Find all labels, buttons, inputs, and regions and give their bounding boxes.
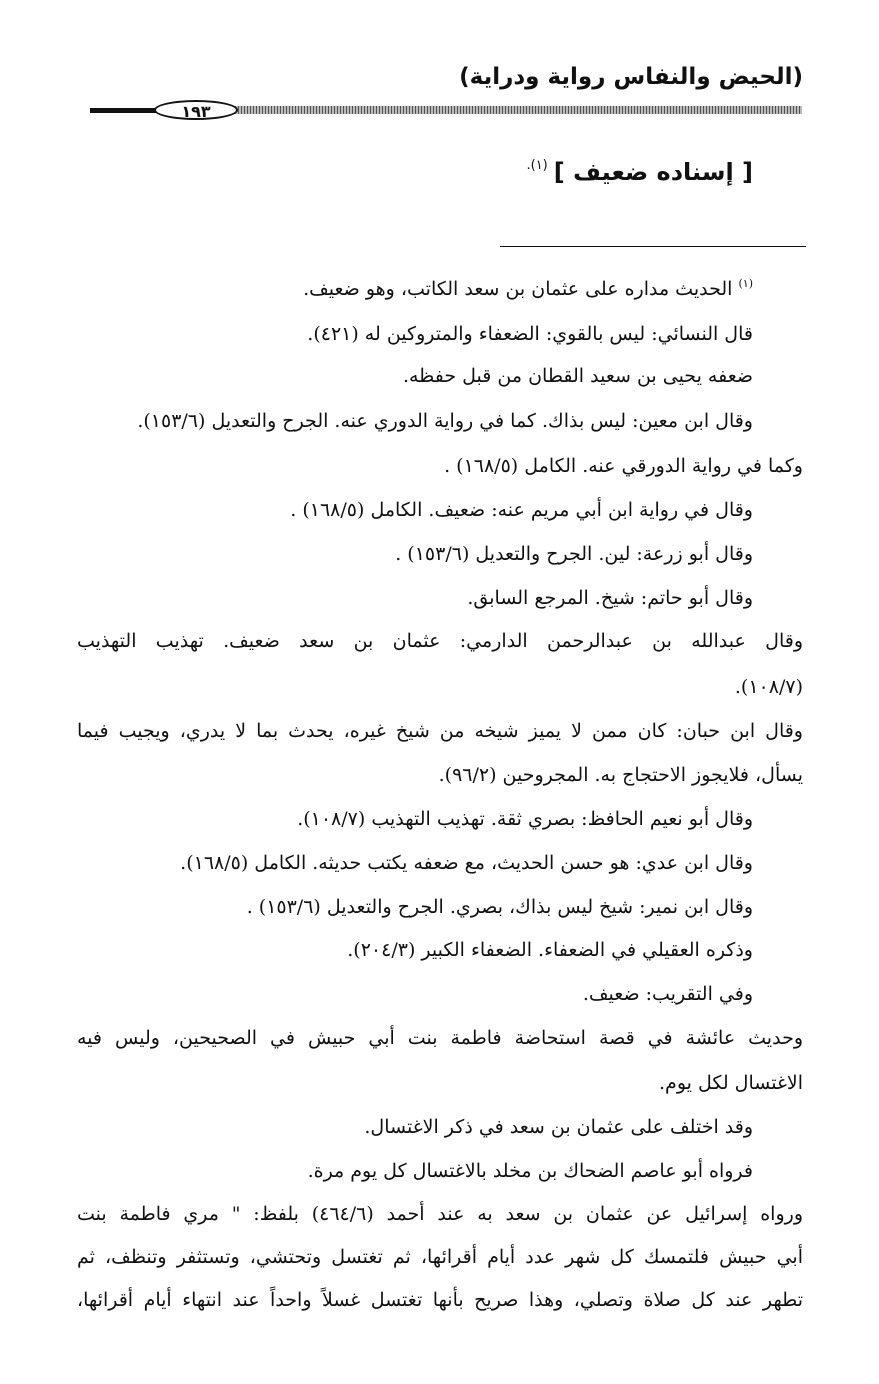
header-rule-bar <box>90 108 162 113</box>
page-number: ١٩٣ <box>154 100 238 120</box>
footnote-line: وقال ابن عدي: هو حسن الحديث، مع ضعفه يكتب حديثه. الكامل (١٦٨/٥). <box>180 852 753 874</box>
header-rule-pattern <box>232 106 802 114</box>
footnote-line: وقال أبو نعيم الحافظ: بصري ثقة. تهذيب التهذيب (١٠٨/٧). <box>297 808 753 830</box>
footnote-line: وقال أبو زرعة: لين. الجرح والتعديل (١٥٣/٦) . <box>395 543 753 565</box>
footnote-line: تطهر عند كل صلاة وتصلي، وهذا صريح بأنها تغتسل غسلاً واحداً عند انتهاء أيام أقرائها، <box>77 1289 803 1311</box>
header-rule <box>90 100 802 120</box>
footnote-line: وذكره العقيلي في الضعفاء. الضعفاء الكبير (٢٠٤/٣). <box>347 939 753 961</box>
footnote-line: يسأل، فلايجوز الاحتجاج به. المجروحين (٩٦/٢). <box>438 764 803 786</box>
footnote-line: وقال عبدالله بن عبدالرحمن الدارمي: عثمان بن سعد ضعيف. تهذيب التهذيب <box>77 630 803 652</box>
footnote-line: فرواه أبو عاصم الضحاك بن مخلد بالاغتسال كل يوم مرة. <box>307 1160 753 1182</box>
footnote-line: وقد اختلف على عثمان بن سعد في ذكر الاغتسال. <box>364 1116 753 1138</box>
isnad-heading-text: [ إسناده ضعيف ] <box>553 158 753 186</box>
footnote-line: وقال ابن نمير: شيخ ليس بذاك، بصري. الجرح والتعديل (١٥٣/٦) . <box>246 896 753 918</box>
footnote-text: الحديث مداره على عثمان بن سعد الكاتب، وهو ضعيف. <box>303 278 733 300</box>
footnote-line: وكما في رواية الدورقي عنه. الكامل (١٦٨/٥) . <box>444 455 803 477</box>
footnote-line: (١٠٨/٧). <box>734 676 803 698</box>
footnote-line: ورواه إسرائيل عن عثمان بن سعد به عند أحمد (٤٦٤/٦) بلفظ: " مري فاطمة بنت <box>77 1203 803 1225</box>
footnote-line: وقال أبو حاتم: شيخ. المرجع السابق. <box>467 587 753 609</box>
footnote-separator <box>500 246 806 247</box>
footnote-marker: (١) <box>738 277 753 290</box>
running-header-title: (الحيض والنفاس رواية ودراية) <box>459 64 803 90</box>
footnote-reference: (١). <box>526 158 548 173</box>
footnote-line: وحديث عائشة في قصة استحاضة فاطمة بنت أبي حبيش في الصحيحين، وليس فيه <box>77 1027 803 1049</box>
footnote-line: ضعفه يحيى بن سعيد القطان من قبل حفظه. <box>402 365 753 387</box>
footnote-line: أبي حبيش فلتمسك كل شهر عدد أيام أقرائها، ثم تغتسل وتحتشي، وتستثفر وتنظف، ثم <box>77 1246 803 1268</box>
footnote-line <box>77 264 753 304</box>
footnote-line: وقال ابن معين: ليس بذاك. كما في رواية الدوري عنه. الجرح والتعديل (١٥٣/٦). <box>137 410 753 432</box>
isnad-heading <box>526 158 753 186</box>
footnote-line: وقال ابن حبان: كان ممن لا يميز شيخه من شيخ غيره، يحدث بما لا يدري، ويجيب فيما <box>77 720 803 742</box>
footnote-line: قال النسائي: ليس بالقوي: الضعفاء والمتروكين له (٤٢١). <box>307 323 753 345</box>
footnote-line: وقال في رواية ابن أبي مريم عنه: ضعيف. الكامل (١٦٨/٥) . <box>290 499 753 521</box>
footnote-line: الاغتسال لكل يوم. <box>659 1072 803 1094</box>
footnote-line: وفي التقريب: ضعيف. <box>582 983 753 1005</box>
